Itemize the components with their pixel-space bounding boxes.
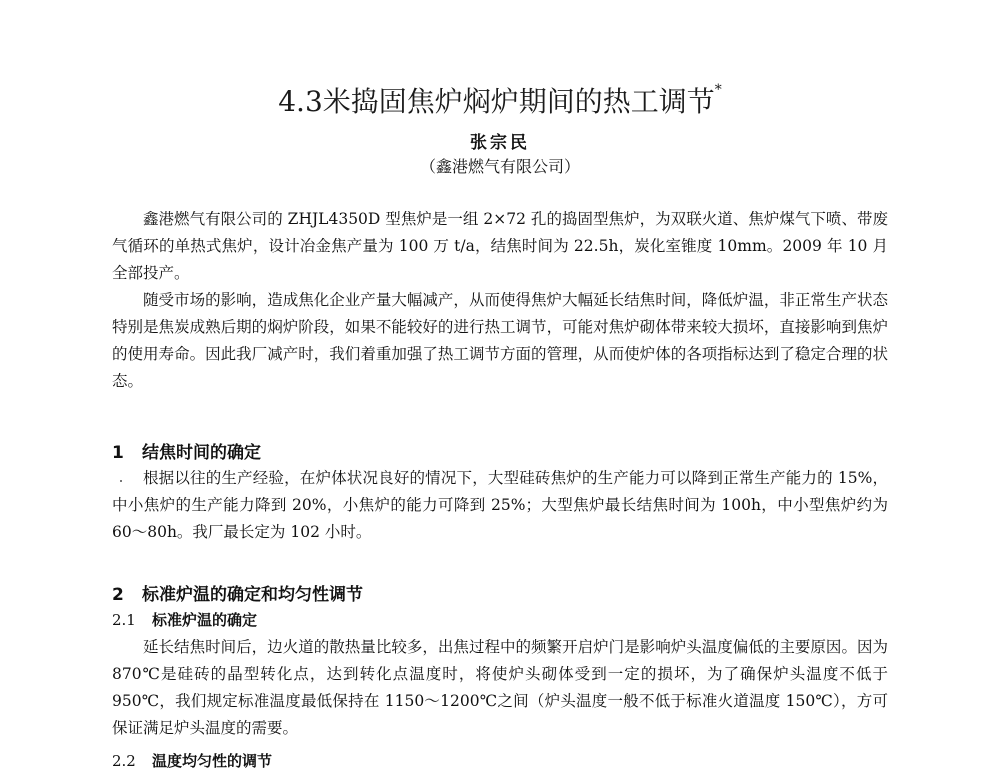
- subsection-title: 标准炉温的确定: [152, 611, 258, 629]
- section-1-heading: [112, 438, 261, 463]
- section-number: 2: [112, 585, 124, 605]
- title-footnote-mark: *: [714, 82, 722, 98]
- paper-title-text: 4.3米捣固焦炉焖炉期间的热工调节: [278, 85, 715, 118]
- author-affiliation: （鑫港燃气有限公司）: [419, 157, 580, 176]
- paper-title: [0, 80, 1000, 120]
- subsection-number: 2.1: [112, 611, 136, 629]
- subsection-2-1-body: [112, 634, 888, 742]
- section-1-paragraph: 根据以往的生产经验，在炉体状况良好的情况下，大型硅砖焦炉的生产能力可以降到正常生产能力的 15%，中小焦炉的生产能力降到 20%，小焦炉的能力可降到 25%；大型焦炉最长结焦时间为 100h，中小型焦炉约为 60～80h。我厂最长定为 102 小时。: [112, 469, 888, 541]
- subsection-2-2-heading: [112, 750, 272, 771]
- subsection-2-1-paragraph: 延长结焦时间后，边火道的散热量比较多，出焦过程中的频繁开启炉门是影响炉头温度偏低的主要原因。因为 870℃是硅砖的晶型转化点，达到转化点温度时，将使炉头砌体受到一定的损坏，为了确保炉头温度不低于 950℃，我们规定标准温度最低保持在 1150～1200℃之间（炉头温度一般不低于标准火道温度 150℃），方可保证满足炉头温度的需要。: [112, 638, 888, 737]
- subsection-title: 温度均匀性的调节: [152, 752, 273, 770]
- intro-section: [112, 206, 888, 395]
- section-number: 1: [112, 443, 124, 463]
- intro-paragraph-1: 鑫港燃气有限公司的 ZHJL4350D 型焦炉是一组 2×72 孔的捣固型焦炉，为双联火道、焦炉煤气下喷、带废气循环的单热式焦炉，设计冶金焦产量为 100 万 t/a，结焦时间为 22.5h，炭化室锥度 10mm。2009 年 10 月全部投产。: [112, 210, 888, 282]
- intro-paragraph-2: 随受市场的影响，造成焦化企业产量大幅减产，从而使得焦炉大幅延长结焦时间，降低炉温，非正常生产状态特别是焦炭成熟后期的焖炉阶段，如果不能较好的进行热工调节，可能对焦炉砌体带来较大损坏，直接影响到焦炉的使用寿命。因此我厂减产时，我们着重加强了热工调节方面的管理，从而使炉体的各项指标达到了稳定合理的状态。: [112, 291, 888, 390]
- subsection-number: 2.2: [112, 752, 136, 770]
- section-1-body: [112, 465, 888, 546]
- subsection-2-1-heading: [112, 609, 257, 630]
- section-2-heading: [112, 580, 363, 605]
- section-title: 结焦时间的确定: [142, 443, 261, 463]
- section-title: 标准炉温的确定和均匀性调节: [142, 585, 363, 605]
- author-name: 张宗民: [470, 133, 530, 153]
